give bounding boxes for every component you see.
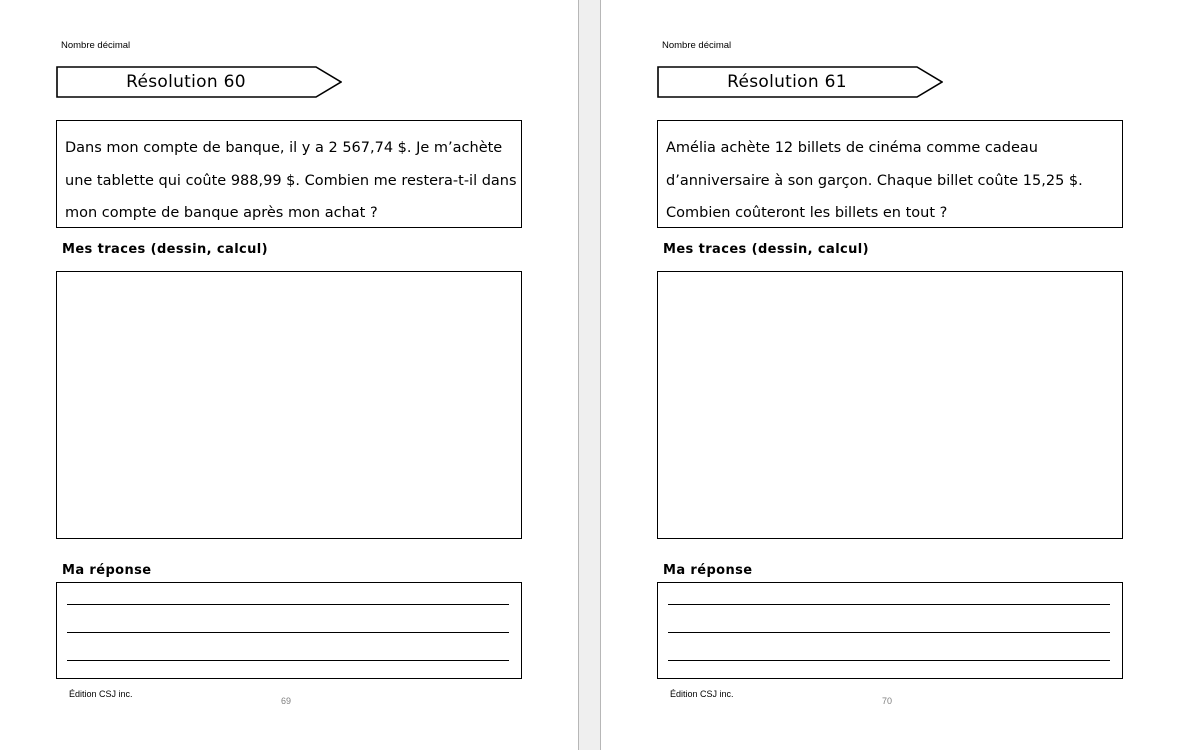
answer-writing-line — [668, 632, 1110, 633]
traces-section-label: Mes traces (dessin, calcul) — [663, 242, 870, 257]
work-area-box — [657, 271, 1123, 539]
worksheet-page-left — [0, 0, 578, 750]
answer-writing-line — [67, 660, 509, 661]
problem-line: Combien coûteront les billets en tout ? — [666, 205, 948, 222]
answer-box — [657, 582, 1123, 679]
publisher-label: Édition CSJ inc. — [670, 689, 734, 699]
answer-writing-line — [668, 604, 1110, 605]
problem-line: mon compte de banque après mon achat ? — [65, 205, 378, 222]
page-gap-divider — [578, 0, 601, 750]
worksheet-page-right — [601, 0, 1179, 750]
answer-writing-line — [668, 660, 1110, 661]
answer-section-label: Ma réponse — [62, 563, 152, 578]
banner-title: Résolution 60 — [126, 72, 246, 92]
banner-title: Résolution 61 — [727, 72, 847, 92]
problem-line: Amélia achète 12 billets de cinéma comme cadeau — [666, 140, 1038, 156]
work-area-box — [56, 271, 522, 539]
page-number: 69 — [281, 696, 292, 706]
problem-line: Dans mon compte de banque, il y a 2 567,74 $. Je m’achète — [65, 140, 503, 156]
answer-box — [56, 582, 522, 679]
title-banner — [657, 66, 943, 98]
publisher-label: Édition CSJ inc. — [69, 689, 133, 699]
category-label: Nombre décimal — [662, 40, 732, 51]
problem-line: d’anniversaire à son garçon. Chaque billet coûte 15,25 $. — [666, 172, 1083, 189]
page-number: 70 — [882, 696, 893, 706]
problem-line: une tablette qui coûte 988,99 $. Combien me restera-t-il dans — [65, 172, 517, 189]
traces-section-label: Mes traces (dessin, calcul) — [62, 242, 269, 257]
answer-writing-line — [67, 632, 509, 633]
answer-writing-line — [67, 604, 509, 605]
title-banner — [56, 66, 342, 98]
category-label: Nombre décimal — [61, 40, 131, 51]
answer-section-label: Ma réponse — [663, 563, 753, 578]
problem-statement-box — [56, 120, 522, 228]
problem-statement-box — [657, 120, 1123, 228]
